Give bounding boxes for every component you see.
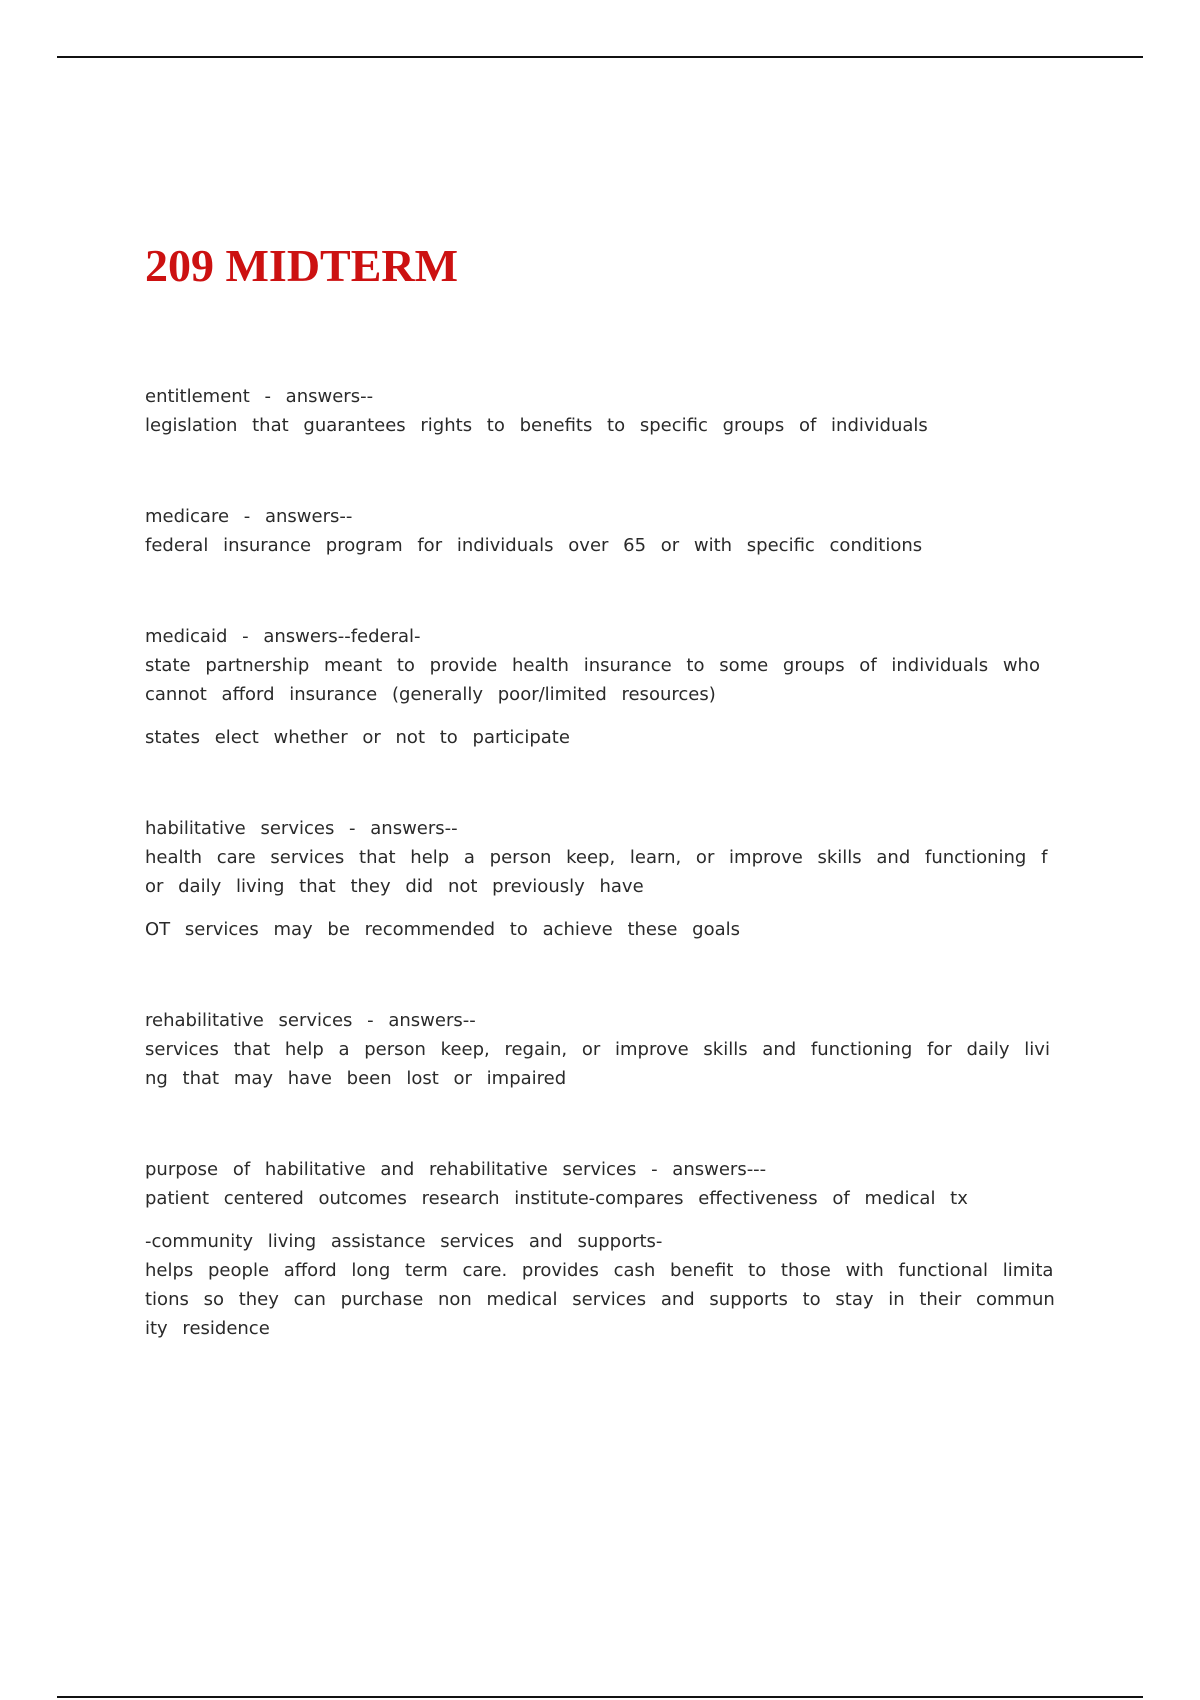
entry-answer-line: services that help a person keep, regain, or improve skills and functioning for daily livi: [145, 1039, 1050, 1060]
entry-medicaid: [145, 622, 1085, 752]
entry-answer-line: health care services that help a person keep, learn, or improve skills and functioning f: [145, 847, 1048, 868]
entry-note: OT services may be recommended to achieve these goals: [145, 919, 741, 940]
document-body: [145, 382, 1085, 1405]
entry-answer-line: legislation that guarantees rights to benefits to specific groups of individuals: [145, 415, 928, 436]
entry-answer-line: ity residence: [145, 1318, 270, 1339]
entry-answer-line: cannot afford insurance (generally poor/limited resources): [145, 684, 716, 705]
entry-medicare: [145, 502, 1085, 560]
entry-term-line: habilitative services - answers--: [145, 818, 458, 839]
entry-entitlement: [145, 382, 1085, 440]
page-title: 209 MIDTERM: [145, 240, 459, 291]
entry-answer-line: state partnership meant to provide health insurance to some groups of individuals who: [145, 655, 1040, 676]
entry-term-line: medicaid - answers--federal-: [145, 626, 421, 647]
entry-answer-line: tions so they can purchase non medical services and supports to stay in their commun: [145, 1289, 1055, 1310]
entry-answer-line: helps people afford long term care. provides cash benefit to those with functional limita: [145, 1260, 1054, 1281]
entry-note: -community living assistance services and supports-: [145, 1231, 663, 1252]
entry-term-line: medicare - answers--: [145, 506, 353, 527]
entry-note: states elect whether or not to participate: [145, 727, 570, 748]
entry-term-line: entitlement - answers--: [145, 386, 374, 407]
entry-answer-line: ng that may have been lost or impaired: [145, 1068, 567, 1089]
bottom-rule: [57, 1696, 1143, 1698]
entry-term-line: rehabilitative services - answers--: [145, 1010, 476, 1031]
entry-answer-line: federal insurance program for individuals over 65 or with specific conditions: [145, 535, 923, 556]
top-rule: [57, 56, 1143, 58]
entry-answer-line: patient centered outcomes research institute-compares effectiveness of medical tx: [145, 1188, 968, 1209]
entry-term-line: purpose of habilitative and rehabilitative services - answers---: [145, 1159, 767, 1180]
entry-rehabilitative-services: [145, 1006, 1085, 1093]
entry-purpose-of-services: [145, 1155, 1085, 1343]
entry-habilitative-services: [145, 814, 1085, 944]
entry-answer-line: or daily living that they did not previously have: [145, 876, 644, 897]
